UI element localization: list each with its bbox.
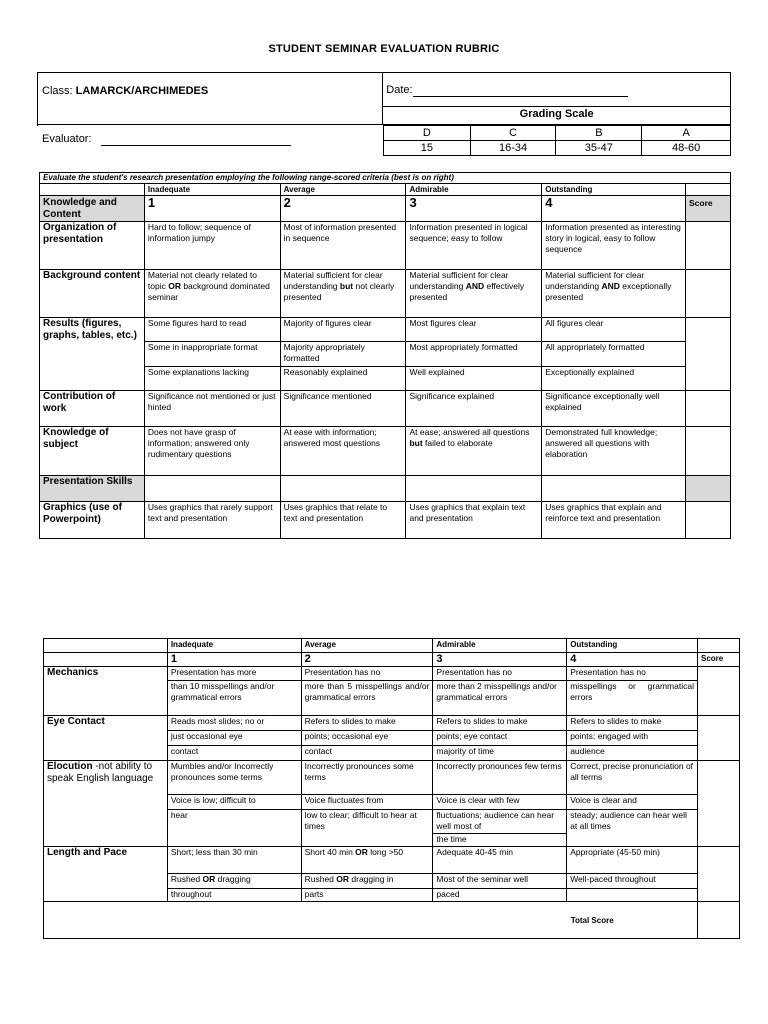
eye-r3-inadequate: contact: [167, 746, 301, 761]
knowledge-subject-label: Knowledge of subject: [40, 427, 145, 476]
graphics-label: Graphics (use of Powerpoint): [40, 502, 145, 539]
graphics-average: Uses graphics that relate to text and presentation: [280, 502, 406, 539]
eye-r2-average: points; occasional eye: [301, 731, 433, 746]
num-2: 2: [301, 653, 433, 667]
num-3: 3: [406, 196, 542, 222]
presentation-skills-label: Presentation Skills: [40, 476, 145, 502]
len-r2-inadequate: Rushed OR dragging: [167, 874, 301, 889]
contribution-label: Contribution of work: [40, 391, 145, 427]
eye-r2-inadequate: just occasional eye: [167, 731, 301, 746]
length-pace-label: Length and Pace: [44, 847, 168, 902]
score-cell[interactable]: [697, 847, 739, 902]
score-cell[interactable]: [686, 222, 731, 270]
results-r3-outstanding: Exceptionally explained: [542, 367, 686, 391]
elo-r1-inadequate: Mumbles and/or Incorrectly pronounces some terms: [167, 761, 301, 795]
knowledge-content-label: Knowledge and Content: [40, 196, 145, 222]
elo-r3-admirable: fluctuations; audience can hear well most of: [433, 810, 567, 834]
date-label: Date:: [386, 84, 413, 96]
kos-inadequate: Does not have grasp of information; answered only rudimentary questions: [144, 427, 280, 476]
col-outstanding: Outstanding: [542, 184, 686, 196]
contrib-admirable: Significance explained: [406, 391, 542, 427]
score-cell[interactable]: [686, 502, 731, 539]
len-r3-inadequate: throughout: [167, 889, 301, 902]
grade-d: D: [384, 126, 471, 141]
score-header: Score: [697, 653, 739, 667]
results-label: Results (figures, graphs, tables, etc.): [40, 318, 145, 391]
eye-r1-admirable: Refers to slides to make: [433, 716, 567, 731]
mechanics-label: Mechanics: [44, 667, 168, 716]
score-cell[interactable]: [686, 427, 731, 476]
elo-r3-average: low to clear; difficult to hear at times: [301, 810, 433, 847]
date-field[interactable]: [413, 85, 628, 97]
elocution-label: Elocution -not ability to speak English language: [44, 761, 168, 847]
mech-r1-inadequate: Presentation has more: [167, 667, 301, 681]
col-average: Average: [301, 639, 433, 653]
score-header: Score: [686, 196, 731, 222]
bg-admirable: Material sufficient for clear understanding AND effectively presented: [406, 270, 542, 318]
len-r2-average: Rushed OR dragging in: [301, 874, 433, 889]
num-3: 3: [433, 653, 567, 667]
header-table: [37, 72, 731, 145]
contrib-average: Significance mentioned: [280, 391, 406, 427]
col-inadequate: Inadequate: [167, 639, 301, 653]
eye-r3-outstanding: audience: [567, 746, 698, 761]
contrib-inadequate: Significance not mentioned or just hinted: [144, 391, 280, 427]
rubric-intro: Evaluate the student's research presentation employing the following range-scored criteria (best is on right): [40, 173, 731, 184]
range-a: 48-60: [642, 141, 731, 156]
bg-outstanding: Material sufficient for clear understanding AND exceptionally presented: [542, 270, 686, 318]
score-cell[interactable]: [686, 391, 731, 427]
elo-r2-admirable: Voice is clear with few: [433, 795, 567, 810]
elo-r3-inadequate: hear: [167, 810, 301, 847]
kos-outstanding: Demonstrated full knowledge; answered all questions with elaboration: [542, 427, 686, 476]
mech-r1-admirable: Presentation has no: [433, 667, 567, 681]
eye-contact-label: Eye Contact: [44, 716, 168, 761]
len-r1-average: Short 40 min OR long >50: [301, 847, 433, 874]
org-admirable: Information presented in logical sequence; easy to follow: [406, 222, 542, 270]
grade-b: B: [556, 126, 642, 141]
eye-r2-admirable: points; eye contact: [433, 731, 567, 746]
mech-r1-average: Presentation has no: [301, 667, 433, 681]
num-1: 1: [144, 196, 280, 222]
page-title: STUDENT SEMINAR EVALUATION RUBRIC: [268, 43, 500, 55]
class-evaluator-cell: [38, 73, 383, 145]
org-outstanding: Information presented as interesting story in logical, easy to follow sequence: [542, 222, 686, 270]
elo-r2-outstanding: Voice is clear and: [567, 795, 698, 810]
len-r1-inadequate: Short; less than 30 min: [167, 847, 301, 874]
elo-r1-average: Incorrectly pronounces some terms: [301, 761, 433, 795]
mech-r2-inadequate: than 10 misspellings and/or grammatical errors: [167, 681, 301, 716]
num-4: 4: [542, 196, 686, 222]
eye-r3-average: contact: [301, 746, 433, 761]
len-r2-outstanding: Well-paced throughout: [567, 874, 698, 889]
org-average: Most of information presented in sequence: [280, 222, 406, 270]
range-c: 16-34: [470, 141, 556, 156]
graphics-inadequate: Uses graphics that rarely support text and presentation: [144, 502, 280, 539]
len-r1-outstanding: Appropriate (45-50 min): [567, 847, 698, 874]
mech-r2-average: more than 5 misspellings and/or grammatical errors: [301, 681, 433, 716]
bg-average: Material sufficient for clear understanding but not clearly presented: [280, 270, 406, 318]
len-r3-average: parts: [301, 889, 433, 902]
len-r2-admirable: Most of the seminar well: [433, 874, 567, 889]
col-outstanding: Outstanding: [567, 639, 698, 653]
results-r2-admirable: Most appropriately formatted: [406, 342, 542, 367]
class-label: Class:: [42, 85, 76, 97]
eye-r1-outstanding: Refers to slides to make: [567, 716, 698, 731]
score-cell[interactable]: [697, 667, 739, 716]
results-r1-outstanding: All figures clear: [542, 318, 686, 342]
evaluator-label: Evaluator:: [42, 133, 92, 145]
score-cell[interactable]: [686, 270, 731, 318]
results-r2-inadequate: Some in inappropriate format: [144, 342, 280, 367]
graphics-outstanding: Uses graphics that explain and reinforce text and presentation: [542, 502, 686, 539]
rubric-table-1: [39, 172, 731, 539]
evaluator-field[interactable]: [101, 134, 291, 146]
elo-r1-admirable: Incorrectly pronounces few terms: [433, 761, 567, 795]
results-r2-average: Majority appropriately formatted: [280, 342, 406, 367]
col-average: Average: [280, 184, 406, 196]
org-inadequate: Hard to follow; sequence of information jumpy: [144, 222, 280, 270]
kos-admirable: At ease; answered all questions but failed to elaborate: [406, 427, 542, 476]
date-cell: [383, 73, 731, 107]
results-r1-inadequate: Some figures hard to read: [144, 318, 280, 342]
eye-r3-admirable: majority of time: [433, 746, 567, 761]
range-d: 15: [384, 141, 471, 156]
num-2: 2: [280, 196, 406, 222]
mech-r2-outstanding: misspellings or grammatical errors: [567, 681, 698, 716]
mech-r1-outstanding: Presentation has no: [567, 667, 698, 681]
grading-scale-label: Grading Scale: [383, 107, 731, 125]
range-b: 35-47: [556, 141, 642, 156]
total-score-label: Total Score: [567, 902, 698, 939]
len-r1-admirable: Adequate 40-45 min: [433, 847, 567, 874]
elo-r2-inadequate: Voice is low; difficult to: [167, 795, 301, 810]
grade-c: C: [470, 126, 556, 141]
contrib-outstanding: Significance exceptionally well explained: [542, 391, 686, 427]
kos-average: At ease with information; answered most questions: [280, 427, 406, 476]
results-r1-average: Majority of figures clear: [280, 318, 406, 342]
results-r3-admirable: Well explained: [406, 367, 542, 391]
graphics-admirable: Uses graphics that explain text and presentation: [406, 502, 542, 539]
score-cell[interactable]: [686, 318, 731, 391]
results-r3-average: Reasonably explained: [280, 367, 406, 391]
grading-scale-table: [383, 125, 731, 156]
mech-r2-admirable: more than 2 misspellings and/or grammatical errors: [433, 681, 567, 716]
class-value: LAMARCK/ARCHIMEDES: [75, 85, 209, 97]
background-label: Background content: [40, 270, 145, 318]
num-1: 1: [167, 653, 301, 667]
results-r2-outstanding: All appropriately formatted: [542, 342, 686, 367]
eye-r1-average: Refers to slides to make: [301, 716, 433, 731]
results-r1-admirable: Most figures clear: [406, 318, 542, 342]
bg-inadequate: Material not clearly related to topic OR background dominated seminar: [144, 270, 280, 318]
eye-r1-inadequate: Reads most slides; no or: [167, 716, 301, 731]
col-inadequate: Inadequate: [144, 184, 280, 196]
organization-label: Organization of presentation: [40, 222, 145, 270]
elo-r3-outstanding: steady; audience can hear well at all times: [567, 810, 698, 847]
rubric-table-2: [43, 638, 740, 939]
elo-r1-outstanding: Correct, precise pronunciation of all terms: [567, 761, 698, 795]
eye-r2-outstanding: points; engaged with: [567, 731, 698, 746]
len-r3-admirable: paced: [433, 889, 567, 902]
elo-r2-average: Voice fluctuates from: [301, 795, 433, 810]
col-admirable: Admirable: [406, 184, 542, 196]
score-cell[interactable]: [697, 716, 739, 761]
num-4: 4: [567, 653, 698, 667]
results-r3-inadequate: Some explanations lacking: [144, 367, 280, 391]
elo-r4-admirable: the time: [433, 834, 567, 847]
col-admirable: Admirable: [433, 639, 567, 653]
score-cell[interactable]: [697, 761, 739, 847]
grade-a: A: [642, 126, 731, 141]
total-score-cell[interactable]: [697, 902, 739, 939]
